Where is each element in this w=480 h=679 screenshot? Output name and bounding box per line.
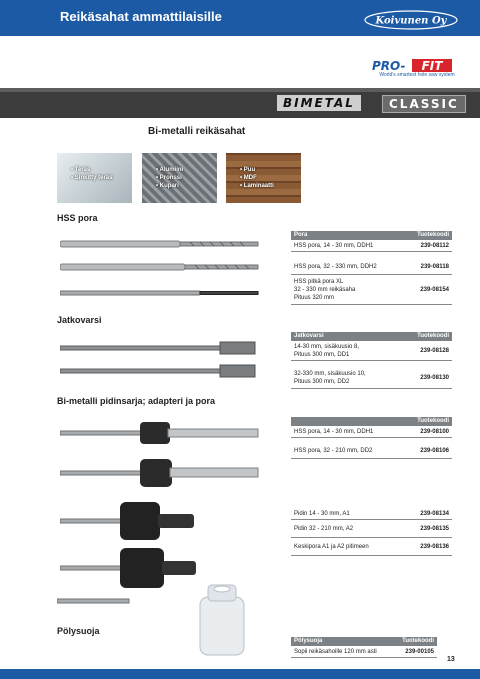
material-image-metal [142, 153, 217, 203]
profit-tagline: World's smartest hole saw system [379, 72, 455, 78]
extension-image [60, 341, 260, 355]
svg-text:Koivunen Oy: Koivunen Oy [375, 15, 447, 27]
material-item: • Puu [240, 167, 256, 173]
section-title-hss: HSS pora [57, 213, 98, 223]
pilot-drill-image [57, 596, 137, 606]
section-title-poly: Pölysuoja [57, 626, 100, 636]
bimetal-label: BIMETAL [277, 95, 361, 111]
dust-guard-image [198, 583, 246, 659]
koivunen-logo [364, 10, 459, 30]
table-row: HSS pora, 32 - 210 mm, DD2 239-08106 [291, 443, 452, 459]
svg-text:FIT: FIT [421, 59, 443, 73]
table-row: Keskipora A1 ja A2 pitimeen 239-08136 [291, 538, 452, 556]
page-header-title: Reikäsahat ammattilaisille [60, 9, 222, 24]
table-pora [291, 231, 452, 305]
section-title-jatko: Jatkovarsi [57, 315, 102, 325]
table-row: Sopii reikäsahoille 120 mm asti 239-00105 [291, 646, 437, 658]
table-row: 14-30 mm, sisäkuusio 8, Pituus 300 mm, DD1 239-08128 [291, 341, 452, 361]
svg-text:PRO-: PRO- [372, 59, 406, 73]
material-image-sink [57, 153, 132, 203]
hss-drill-image [60, 238, 260, 250]
material-item: • Teräs [71, 167, 91, 173]
banner-stripe [0, 88, 480, 92]
table-row: HSS pora, 32 - 330 mm, DDH2 239-08118 [291, 259, 452, 275]
material-image-wood [226, 153, 301, 203]
table-row: 32-330 mm, sisäkuusio 10, Pituus 300 mm, DD2 239-08130 [291, 367, 452, 389]
material-item: • Kupari [156, 183, 179, 189]
section-title-pidin: Bi-metalli pidinsarja; adapteri ja pora [57, 396, 216, 406]
classic-label: CLASSIC [382, 95, 466, 113]
extension-image [60, 364, 260, 378]
holder-image [60, 498, 260, 544]
table-polysuoja [291, 637, 437, 658]
table-jatkovarsi [291, 332, 452, 389]
table-row: HSS pora, 14 - 30 mm, DDH1 239-08112 [291, 240, 452, 252]
material-item: • Sinkitty teräs [71, 175, 113, 181]
adapter-image [60, 453, 260, 493]
footer-bar [0, 669, 480, 679]
table-row: HSS pitkä pora XL 32 - 330 mm reikäsaha Pituus 320 mm 239-08154 [291, 275, 452, 305]
table-pidinsarja [291, 417, 452, 459]
table-row: HSS pora, 14 - 30 mm, DDH1 239-08100 [291, 426, 452, 438]
table-header: Pölysuoja Tuotekoodi [291, 637, 437, 646]
material-item: • Alumiini [156, 167, 184, 173]
hss-drill-image [60, 261, 260, 273]
main-title: Bi-metalli reikäsahat [148, 126, 246, 137]
table-row: Pidin 14 - 30 mm, A1 239-08134 [291, 508, 452, 520]
material-item: • Laminaatti [240, 183, 274, 189]
hss-long-drill-image [60, 287, 260, 299]
table-header: Tuotekoodi [291, 417, 452, 426]
material-item: • MDF [240, 175, 257, 181]
table-row: Pidin 32 - 210 mm, A2 239-08135 [291, 520, 452, 538]
page-number: 13 [447, 656, 455, 663]
table-header: Jatkovarsi Tuotekoodi [291, 332, 452, 341]
table-header: Pora Tuotekoodi [291, 231, 452, 240]
adapter-image [60, 416, 260, 450]
material-item: • Pronssi [156, 175, 182, 181]
table-pidin [291, 508, 452, 556]
